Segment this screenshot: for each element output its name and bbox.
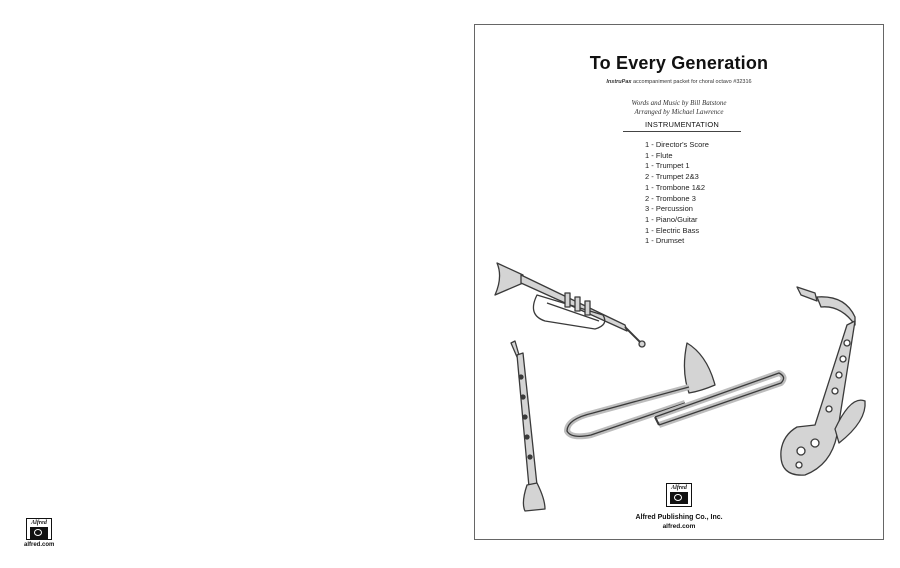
list-item: 1 - Trombone 1&2: [645, 182, 706, 192]
list-item: 2 - Trombone 3: [645, 193, 696, 203]
alfred-logo-icon: [26, 518, 52, 540]
logo-mark: [30, 527, 48, 539]
left-publisher-logo: [24, 518, 54, 549]
page-title: To Every Generation: [589, 53, 769, 73]
list-item: 1 - Electric Bass: [645, 225, 700, 235]
instrumentation-list: [645, 140, 709, 247]
list-item: 2 - Trumpet 2&3: [645, 172, 699, 182]
publisher-url: alfred.com: [662, 523, 696, 530]
instrumentation-heading: INSTRUMENTATION: [623, 120, 741, 132]
list-item: 1 - Flute: [645, 150, 673, 160]
credit-arranger: Arranged by Michael Lawrence: [634, 108, 724, 116]
list-item: 1 - Piano/Guitar: [645, 214, 698, 224]
logo-word: Alfred: [31, 520, 47, 526]
clarinet-icon: [511, 341, 545, 511]
list-item: 3 - Percussion: [645, 204, 693, 214]
list-item: 1 - Trumpet 1: [645, 161, 690, 171]
list-item: 1 - Director's Score: [645, 140, 709, 149]
subtitle-text: accompaniment packet for choral octavo #32316: [632, 79, 752, 85]
logo-word: Alfred: [671, 485, 687, 491]
publisher-logo: [666, 483, 692, 507]
credits: [475, 99, 883, 117]
trumpet-icon: [495, 263, 645, 347]
subtitle-brand: InstruPax: [606, 79, 632, 85]
left-url: alfred.com: [24, 542, 55, 548]
cover-page: [474, 24, 884, 540]
list-item: 1 - Drumset: [645, 236, 685, 246]
alfred-logo-icon: [666, 483, 692, 507]
saxophone-icon: [781, 287, 865, 475]
trombone-icon: [567, 343, 784, 436]
publisher-name: Alfred Publishing Co., Inc.: [635, 514, 723, 521]
credit-words-music: Words and Music by Bill Batstone: [631, 99, 727, 107]
subtitle: [475, 79, 883, 85]
logo-mark: [670, 492, 688, 504]
